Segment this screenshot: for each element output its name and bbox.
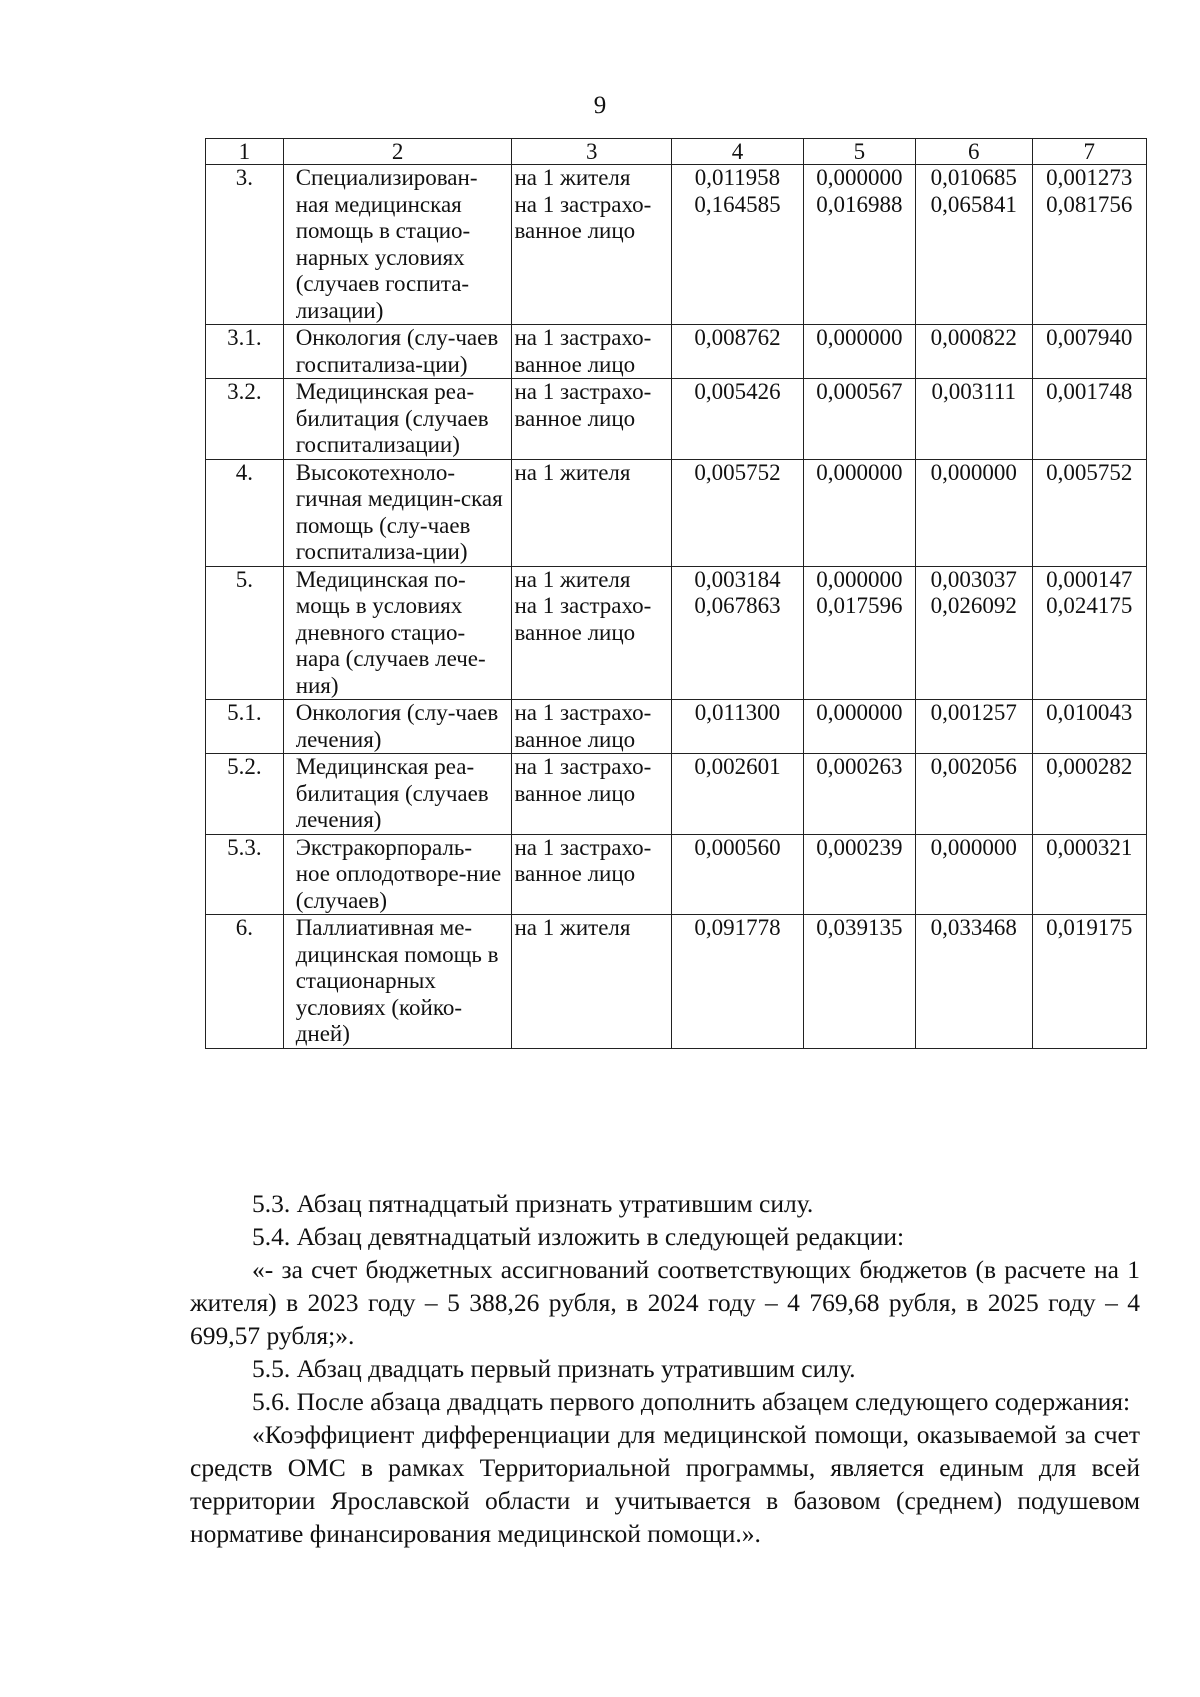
row-unit [512, 165, 672, 325]
row-value-v4 [672, 754, 804, 835]
paragraph: «- за счет бюджетных ассигнований соответствующих бюджетов (в расчете на 1 жителя) в 2023 году – 5 388,26 рубля, в 2024 году – 4 769,68 рубля, в 2025 году – 4 699,57 рубля;». [190, 1255, 1140, 1350]
value-v4: 0,091778 [694, 915, 781, 940]
table-row [206, 915, 1147, 1049]
header-cell: 3 [512, 139, 672, 165]
row-unit [512, 700, 672, 754]
value-v6: 0,026092 [930, 593, 1017, 618]
row-unit [512, 379, 672, 460]
row-number: 5. [206, 566, 284, 700]
row-value-v6 [916, 754, 1033, 835]
value-v6: 0,003111 [931, 379, 1017, 404]
row-value-v7 [1032, 834, 1146, 915]
row-unit [512, 754, 672, 835]
unit-label: на 1 застрахо-ванное лицо [514, 191, 652, 243]
row-value-v7 [1032, 915, 1146, 1049]
table-row [206, 754, 1147, 835]
table-row [206, 325, 1147, 379]
value-v5: 0,016988 [816, 191, 903, 217]
row-value-v4 [672, 834, 804, 915]
value-v7: 0,000147 [1046, 566, 1133, 592]
paragraph: 5.5. Абзац двадцать первый признать утратившим силу. [252, 1354, 856, 1383]
body-text [190, 1187, 1140, 1550]
value-v7: 0,005752 [1046, 459, 1133, 485]
row-value-v5 [803, 915, 915, 1049]
row-name: Медицинская по-мощь в условиях дневного стацио-нара (случаев лече-ния) [283, 566, 512, 700]
row-value-v6 [916, 459, 1033, 566]
value-v7: 0,007940 [1046, 325, 1133, 350]
unit-label: на 1 жителя [514, 915, 631, 940]
row-unit [512, 566, 672, 700]
row-value-v5 [803, 566, 915, 700]
table-row [206, 834, 1147, 915]
value-v7: 0,081756 [1046, 191, 1133, 217]
value-v6: 0,010685 [930, 165, 1017, 190]
row-value-v7 [1032, 459, 1146, 566]
row-value-v4 [672, 915, 804, 1049]
value-v7: 0,010043 [1046, 700, 1133, 725]
row-value-v6 [916, 915, 1033, 1049]
value-v5: 0,000239 [816, 834, 903, 860]
table-row [206, 700, 1147, 754]
value-v6: 0,065841 [930, 191, 1017, 217]
unit-label: на 1 застрахо-ванное лицо [514, 700, 652, 752]
value-v5: 0,000000 [816, 325, 903, 350]
table-row [206, 165, 1147, 325]
value-v6: 0,033468 [930, 915, 1017, 940]
row-value-v4 [672, 165, 804, 325]
row-value-v6 [916, 700, 1033, 754]
table-row [206, 379, 1147, 460]
value-v4: 0,011958 [694, 165, 781, 190]
row-value-v4 [672, 325, 804, 379]
paragraph: 5.3. Абзац пятнадцатый признать утратившим силу. [252, 1189, 814, 1218]
paragraph: 5.6. После абзаца двадцать первого дополнить абзацем следующего содержания: [252, 1387, 1131, 1416]
row-name: Медицинская реа-билитация (случаев госпитализации) [283, 379, 512, 460]
header-cell: 2 [283, 139, 512, 165]
row-name: Онкология (слу-чаев госпитализа-ции) [283, 325, 512, 379]
row-value-v7 [1032, 700, 1146, 754]
row-value-v7 [1032, 754, 1146, 835]
row-unit [512, 459, 672, 566]
value-v5: 0,000263 [816, 754, 903, 779]
unit-label: на 1 жителя [514, 165, 631, 190]
value-v5: 0,039135 [816, 915, 903, 940]
row-value-v7 [1032, 379, 1146, 460]
row-value-v5 [803, 379, 915, 460]
row-name: Паллиативная ме-дицинская помощь в стационарных условиях (койко-дней) [283, 915, 512, 1049]
header-cell: 1 [206, 139, 284, 165]
value-v5: 0,017596 [816, 593, 903, 618]
row-number: 3.1. [206, 325, 284, 379]
row-value-v4 [672, 459, 804, 566]
row-name: Специализирован-ная медицинская помощь в стацио-нарных условиях (случаев госпита-лизации) [283, 165, 512, 325]
value-v4: 0,002601 [694, 754, 781, 779]
value-v7: 0,001748 [1046, 379, 1133, 404]
norms-table [205, 138, 1147, 1049]
unit-label: на 1 застрахо-ванное лицо [514, 754, 652, 806]
row-name: Высокотехноло-гичная медицин-ская помощь (слу-чаев госпитализа-ции) [283, 459, 512, 566]
value-v7: 0,024175 [1046, 593, 1133, 618]
value-v6: 0,000822 [930, 325, 1017, 350]
paragraph: «Коэффициент дифференциации для медицинской помощи, оказываемой за счет средств ОМС в рамках Территориальной программы, является единым для всей территории Ярославской области и учитывается в базовом (среднем) подушевом нормативе финансирования медицинской помощи.». [190, 1420, 1140, 1548]
header-cell: 4 [672, 139, 804, 165]
row-unit [512, 915, 672, 1049]
row-name: Медицинская реа-билитация (случаев лечения) [283, 754, 512, 835]
value-v4: 0,164585 [694, 191, 781, 217]
row-value-v4 [672, 700, 804, 754]
value-v4: 0,067863 [694, 593, 781, 618]
unit-label: на 1 жителя [514, 566, 631, 592]
row-number: 3. [206, 165, 284, 325]
row-number: 6. [206, 915, 284, 1049]
row-value-v6 [916, 566, 1033, 700]
header-cell: 6 [916, 139, 1033, 165]
row-value-v6 [916, 834, 1033, 915]
value-v4: 0,005426 [694, 379, 781, 404]
value-v5: 0,000000 [816, 459, 903, 485]
row-value-v6 [916, 379, 1033, 460]
value-v7: 0,019175 [1046, 915, 1133, 940]
value-v6: 0,000000 [930, 834, 1017, 860]
page-number: 9 [593, 92, 607, 119]
unit-label: на 1 жителя [514, 459, 631, 485]
value-v4: 0,005752 [694, 459, 781, 485]
row-value-v5 [803, 165, 915, 325]
row-value-v5 [803, 325, 915, 379]
value-v6: 0,003037 [930, 566, 1017, 592]
row-value-v6 [916, 165, 1033, 325]
header-cell: 5 [803, 139, 915, 165]
value-v5: 0,000000 [816, 700, 903, 725]
value-v4: 0,008762 [694, 325, 781, 350]
row-value-v5 [803, 459, 915, 566]
value-v5: 0,000000 [816, 165, 903, 190]
row-number: 5.2. [206, 754, 284, 835]
unit-label: на 1 застрахо-ванное лицо [514, 325, 652, 377]
value-v5: 0,000000 [816, 566, 903, 592]
paragraph: 5.4. Абзац девятнадцатый изложить в следующей редакции: [252, 1222, 905, 1251]
unit-label: на 1 застрахо-ванное лицо [514, 593, 652, 645]
unit-label: на 1 застрахо-ванное лицо [514, 834, 652, 886]
row-value-v4 [672, 379, 804, 460]
row-value-v4 [672, 566, 804, 700]
row-value-v5 [803, 834, 915, 915]
row-unit [512, 834, 672, 915]
value-v5: 0,000567 [816, 379, 903, 404]
value-v4: 0,000560 [694, 834, 781, 860]
table-header-row [206, 139, 1147, 165]
row-number: 4. [206, 459, 284, 566]
value-v6: 0,001257 [930, 700, 1017, 725]
table-row [206, 566, 1147, 700]
row-value-v7 [1032, 325, 1146, 379]
value-v7: 0,000282 [1046, 754, 1133, 779]
value-v7: 0,000321 [1046, 834, 1133, 860]
row-value-v5 [803, 754, 915, 835]
row-value-v7 [1032, 165, 1146, 325]
unit-label: на 1 застрахо-ванное лицо [514, 379, 652, 431]
row-name: Экстракорпораль-ное оплодотворе-ние (случаев) [283, 834, 512, 915]
value-v7: 0,001273 [1046, 165, 1133, 190]
value-v4: 0,011300 [694, 700, 781, 725]
row-unit [512, 325, 672, 379]
row-number: 5.1. [206, 700, 284, 754]
row-value-v6 [916, 325, 1033, 379]
row-value-v7 [1032, 566, 1146, 700]
header-cell: 7 [1032, 139, 1146, 165]
row-number: 3.2. [206, 379, 284, 460]
value-v6: 0,002056 [930, 754, 1017, 779]
row-name: Онкология (слу-чаев лечения) [283, 700, 512, 754]
table-row [206, 459, 1147, 566]
value-v6: 0,000000 [930, 459, 1017, 485]
row-value-v5 [803, 700, 915, 754]
row-number: 5.3. [206, 834, 284, 915]
value-v4: 0,003184 [694, 566, 781, 592]
